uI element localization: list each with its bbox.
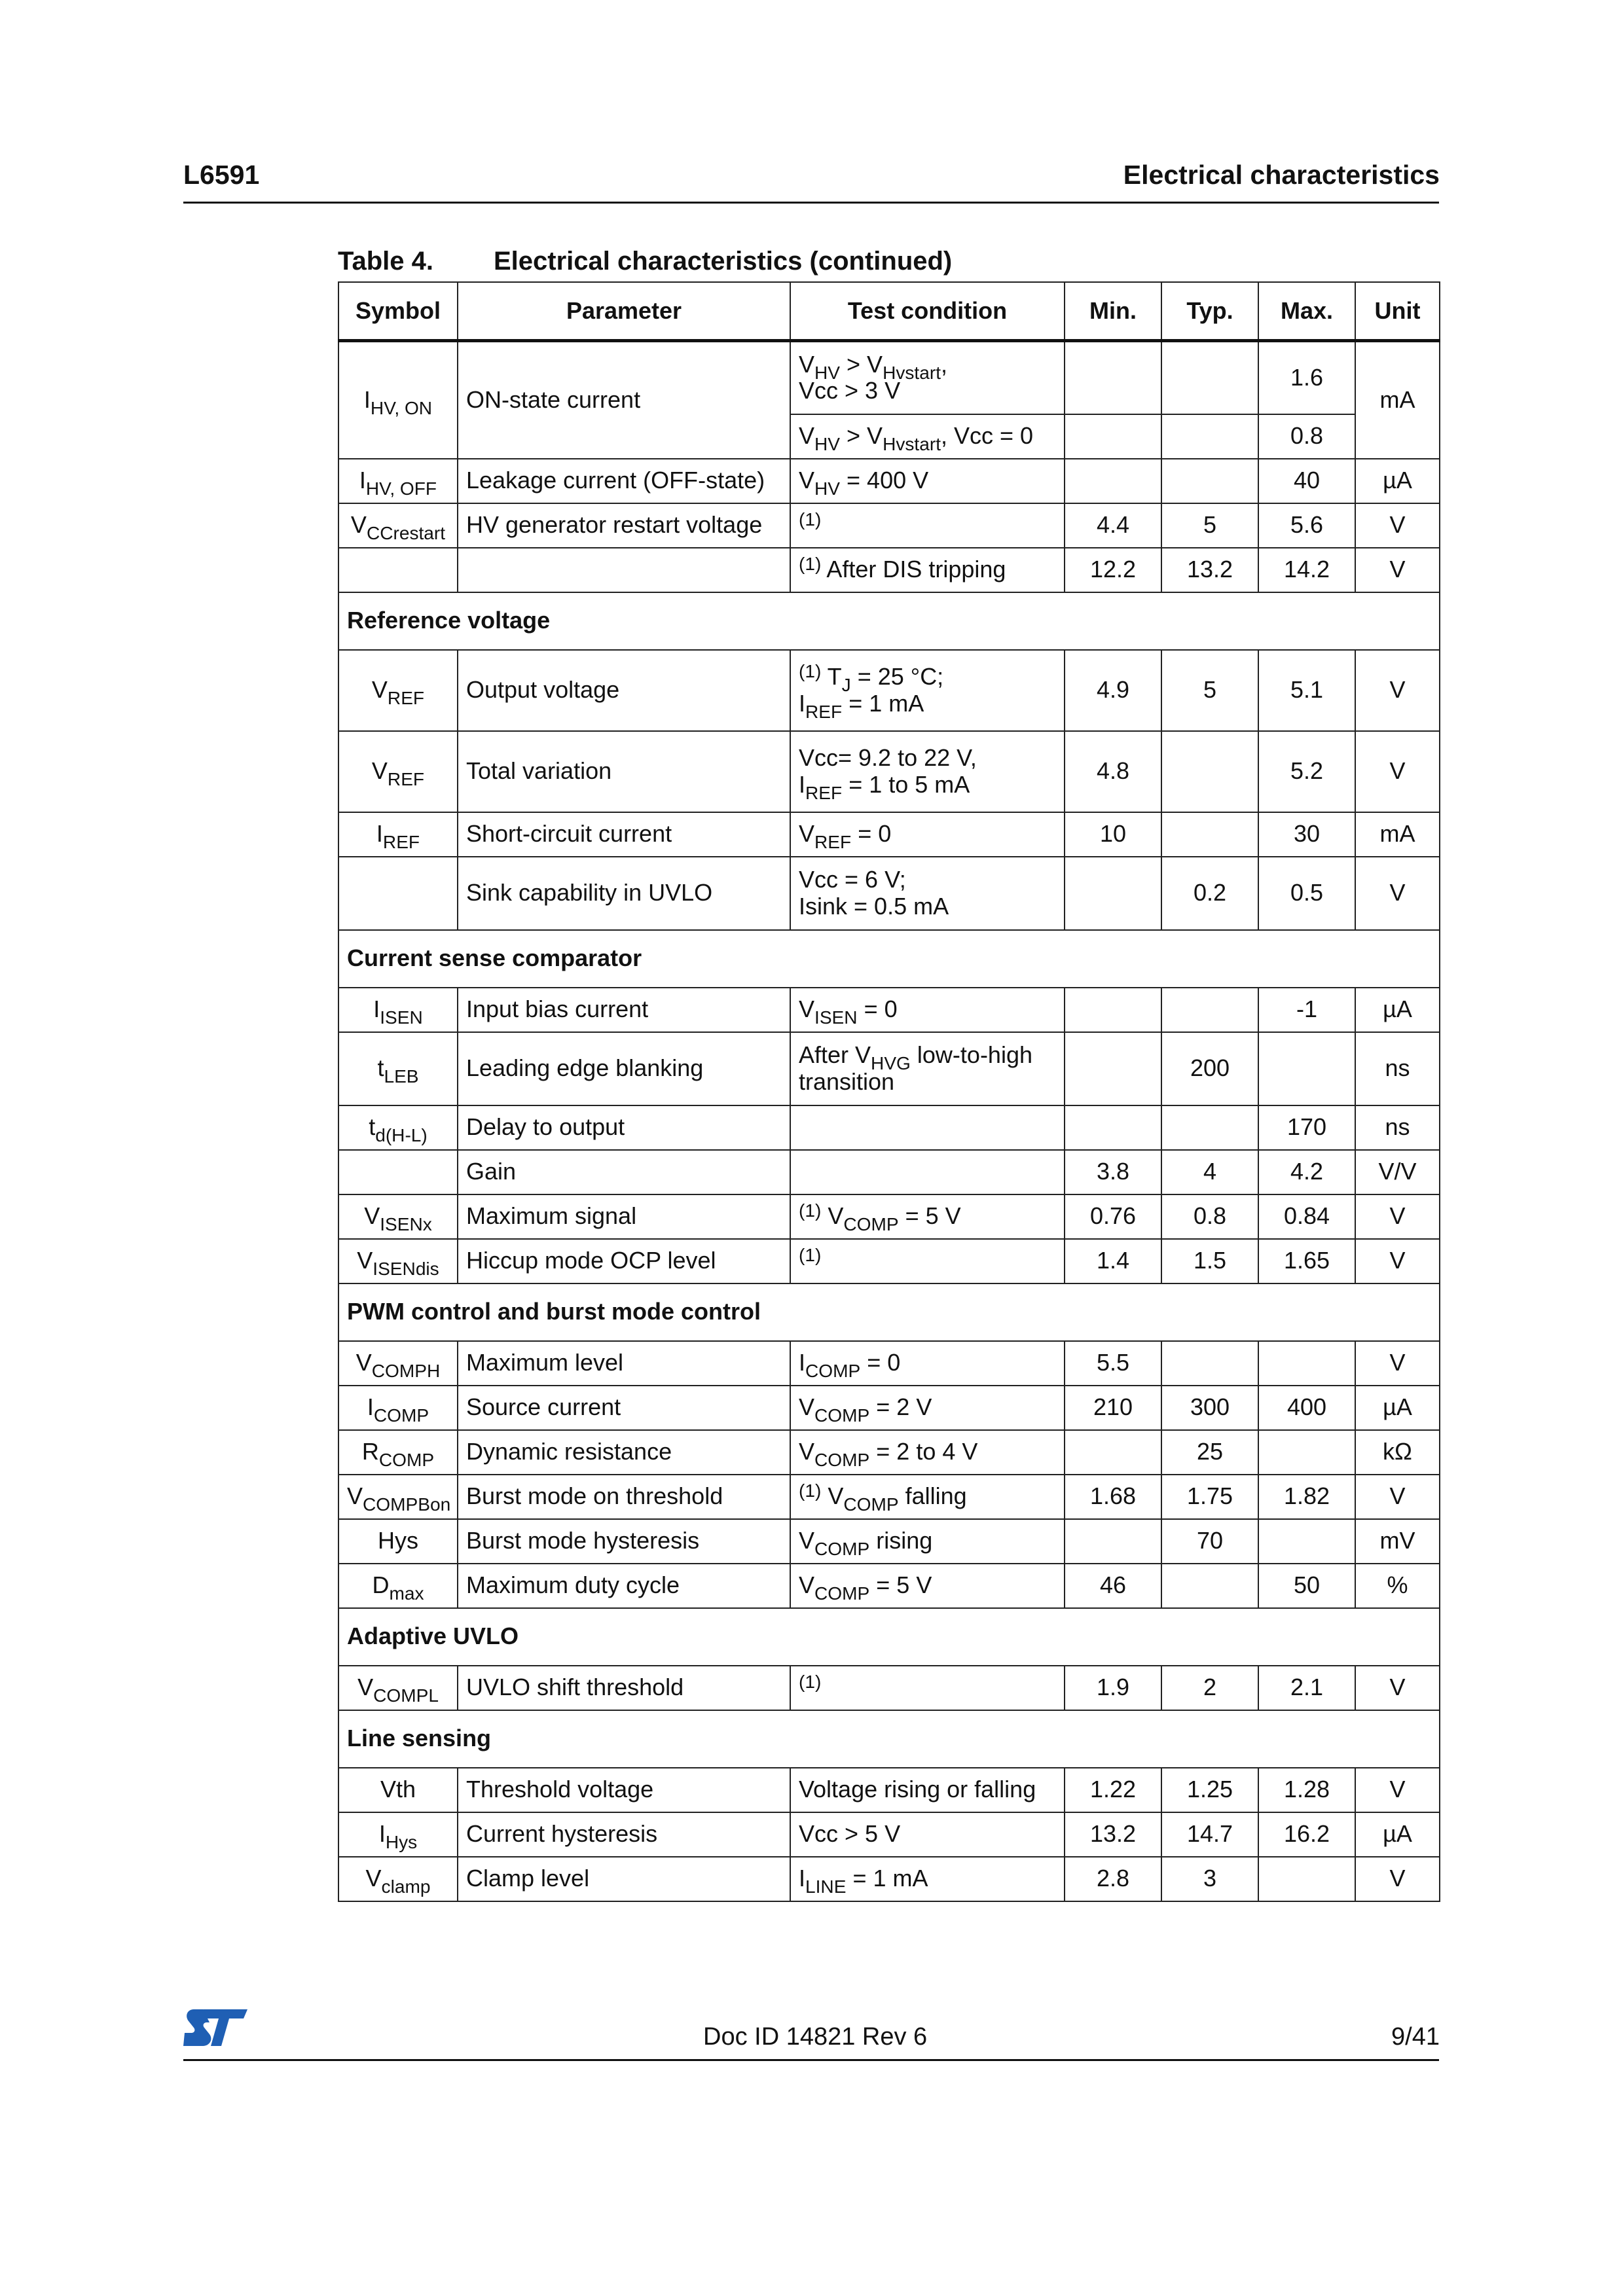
col-unit: Unit	[1355, 282, 1440, 341]
parameter-cell: Leading edge blanking	[458, 1032, 790, 1105]
section-title-current-sense: Current sense comparator	[338, 930, 1440, 988]
test-condition-cell: $^{(1)}$ $T_J = 25$ °C; $I_{REF} = 1$ mA	[790, 650, 1065, 731]
max-cell: 0.84	[1258, 1194, 1355, 1239]
table-row	[338, 1150, 1440, 1194]
test-condition-cell: $^{(1)}$ $V_{COMP}$ falling	[790, 1475, 1065, 1519]
typ-cell	[1161, 459, 1258, 503]
unit-cell: mA	[1355, 341, 1440, 459]
min-cell: 1.68	[1065, 1475, 1161, 1519]
test-condition-cell	[790, 1105, 1065, 1150]
symbol-cell: Vth	[338, 1768, 458, 1812]
symbol-cell: $R_{COMP}$	[338, 1430, 458, 1475]
table-row	[338, 812, 1440, 857]
table-row	[338, 1519, 1440, 1564]
min-cell: 3.8	[1065, 1150, 1161, 1194]
min-cell	[1065, 1519, 1161, 1564]
table-row	[338, 650, 1440, 731]
unit-cell: V	[1355, 1857, 1440, 1901]
typ-cell	[1161, 1105, 1258, 1150]
section-title-line-sensing: Line sensing	[338, 1710, 1440, 1768]
typ-cell: 1.25	[1161, 1768, 1258, 1812]
header-part-number: L6591	[183, 160, 260, 190]
unit-cell: V	[1355, 650, 1440, 731]
min-cell	[1065, 1430, 1161, 1475]
test-condition-cell: (1)	[790, 1239, 1065, 1283]
parameter-cell: UVLO shift threshold	[458, 1666, 790, 1710]
col-typ: Typ.	[1161, 282, 1258, 341]
test-condition-cell: $V_{ISEN} = 0$	[790, 988, 1065, 1032]
parameter-cell: Hiccup mode OCP level	[458, 1239, 790, 1283]
max-cell: 14.2	[1258, 548, 1355, 592]
min-cell	[1065, 988, 1161, 1032]
max-cell: 170	[1258, 1105, 1355, 1150]
parameter-cell: Current hysteresis	[458, 1812, 790, 1857]
max-cell	[1258, 1341, 1355, 1386]
min-cell: 13.2	[1065, 1812, 1161, 1857]
col-symbol: Symbol	[338, 282, 458, 341]
symbol-cell: $I_{COMP}$	[338, 1386, 458, 1430]
typ-cell: 70	[1161, 1519, 1258, 1564]
test-condition-cell: $V_{REF} = 0$	[790, 812, 1065, 857]
symbol-cell: $V_{COMPL}$	[338, 1666, 458, 1710]
symbol-cell	[338, 857, 458, 930]
min-cell: 12.2	[1065, 548, 1161, 592]
test-condition-cell: After $V_{HVG}$ low-to-high transition	[790, 1032, 1065, 1105]
table-row	[338, 1475, 1440, 1519]
unit-cell: ns	[1355, 1105, 1440, 1150]
test-condition-cell	[790, 1150, 1065, 1194]
symbol-cell: $D_{max}$	[338, 1564, 458, 1608]
max-cell: 0.8	[1258, 414, 1355, 459]
max-cell	[1258, 1519, 1355, 1564]
typ-cell	[1161, 1564, 1258, 1608]
symbol-cell: $I_{ISEN}$	[338, 988, 458, 1032]
symbol-cell: $V_{CCrestart}$	[338, 503, 458, 548]
symbol-cell	[338, 1150, 458, 1194]
max-cell: 400	[1258, 1386, 1355, 1430]
symbol-cell: $t_{d(H-L)}$	[338, 1105, 458, 1150]
parameter-cell: Burst mode hysteresis	[458, 1519, 790, 1564]
section-row	[338, 592, 1440, 650]
test-condition-cell: $V_{HV} > V_{Hvstart}$, Vcc = 0	[790, 414, 1065, 459]
parameter-cell: Input bias current	[458, 988, 790, 1032]
unit-cell: µA	[1355, 1812, 1440, 1857]
test-condition-cell: (1)	[790, 1666, 1065, 1710]
test-condition-cell: $V_{COMP} = 2$ V	[790, 1386, 1065, 1430]
symbol-cell: $V_{COMPH}$	[338, 1341, 458, 1386]
test-condition-cell: $I_{LINE} = 1$ mA	[790, 1857, 1065, 1901]
table-row	[338, 1105, 1440, 1150]
section-title-adaptive-uvlo: Adaptive UVLO	[338, 1608, 1440, 1666]
max-cell: 1.6	[1258, 341, 1355, 414]
typ-cell	[1161, 812, 1258, 857]
min-cell	[1065, 857, 1161, 930]
test-condition-cell: Vcc = 6 V; Isink = 0.5 mA	[790, 857, 1065, 930]
table-number: Table 4.	[338, 247, 433, 276]
unit-cell: V	[1355, 1475, 1440, 1519]
typ-cell	[1161, 988, 1258, 1032]
unit-cell: mV	[1355, 1519, 1440, 1564]
typ-cell: 1.75	[1161, 1475, 1258, 1519]
min-cell: 5.5	[1065, 1341, 1161, 1386]
min-cell: 2.8	[1065, 1857, 1161, 1901]
unit-cell: V	[1355, 1768, 1440, 1812]
max-cell: 30	[1258, 812, 1355, 857]
parameter-cell: Maximum duty cycle	[458, 1564, 790, 1608]
max-cell: 5.2	[1258, 731, 1355, 812]
test-condition-cell: Vcc= 9.2 to 22 V, $I_{REF} = 1$ to 5 mA	[790, 731, 1065, 812]
min-cell: 46	[1065, 1564, 1161, 1608]
typ-cell: 25	[1161, 1430, 1258, 1475]
unit-cell: mA	[1355, 812, 1440, 857]
parameter-cell: Maximum level	[458, 1341, 790, 1386]
max-cell	[1258, 1032, 1355, 1105]
parameter-cell: Leakage current (OFF-state)	[458, 459, 790, 503]
section-title-pwm-control: PWM control and burst mode control	[338, 1283, 1440, 1341]
table-row	[338, 1194, 1440, 1239]
parameter-cell: ON-state current	[458, 341, 790, 459]
unit-cell: V	[1355, 1666, 1440, 1710]
max-cell: 40	[1258, 459, 1355, 503]
parameter-cell: Sink capability in UVLO	[458, 857, 790, 930]
electrical-characteristics-table	[338, 281, 1440, 1902]
max-cell: 5.1	[1258, 650, 1355, 731]
unit-cell: V	[1355, 503, 1440, 548]
parameter-cell: Maximum signal	[458, 1194, 790, 1239]
table-row	[338, 1857, 1440, 1901]
col-max: Max.	[1258, 282, 1355, 341]
table-row	[338, 1032, 1440, 1105]
typ-cell	[1161, 341, 1258, 414]
table-row	[338, 1239, 1440, 1283]
max-cell: 5.6	[1258, 503, 1355, 548]
max-cell: 50	[1258, 1564, 1355, 1608]
unit-cell: V/V	[1355, 1150, 1440, 1194]
header-rule	[183, 202, 1439, 204]
min-cell	[1065, 459, 1161, 503]
test-condition-cell: $V_{COMP} = 5$ V	[790, 1564, 1065, 1608]
min-cell: 1.9	[1065, 1666, 1161, 1710]
symbol-cell: $t_{LEB}$	[338, 1032, 458, 1105]
typ-cell: 200	[1161, 1032, 1258, 1105]
parameter-cell: Dynamic resistance	[458, 1430, 790, 1475]
symbol-cell	[338, 548, 458, 592]
table-row	[338, 1768, 1440, 1812]
table-row	[338, 988, 1440, 1032]
unit-cell: %	[1355, 1564, 1440, 1608]
symbol-cell: $V_{ISENdis}$	[338, 1239, 458, 1283]
typ-cell: 300	[1161, 1386, 1258, 1430]
table-row	[338, 857, 1440, 930]
min-cell	[1065, 1032, 1161, 1105]
typ-cell: 0.2	[1161, 857, 1258, 930]
min-cell	[1065, 1105, 1161, 1150]
max-cell	[1258, 1857, 1355, 1901]
table-row	[338, 1564, 1440, 1608]
table-header-row	[338, 282, 1440, 341]
st-logo-icon	[183, 2007, 249, 2049]
test-condition-cell: $^{(1)}$ After DIS tripping	[790, 548, 1065, 592]
min-cell: 1.22	[1065, 1768, 1161, 1812]
min-cell: 210	[1065, 1386, 1161, 1430]
unit-cell: µA	[1355, 1386, 1440, 1430]
unit-cell: µA	[1355, 988, 1440, 1032]
max-cell: 16.2	[1258, 1812, 1355, 1857]
min-cell	[1065, 414, 1161, 459]
symbol-cell: Hys	[338, 1519, 458, 1564]
section-row	[338, 1608, 1440, 1666]
typ-cell	[1161, 414, 1258, 459]
unit-cell: V	[1355, 857, 1440, 930]
min-cell: 1.4	[1065, 1239, 1161, 1283]
symbol-cell: $I_{HV, ON}$	[338, 341, 458, 459]
test-condition-cell: $V_{HV} = 400$ V	[790, 459, 1065, 503]
max-cell: 1.65	[1258, 1239, 1355, 1283]
typ-cell: 0.8	[1161, 1194, 1258, 1239]
typ-cell: 14.7	[1161, 1812, 1258, 1857]
parameter-cell: Output voltage	[458, 650, 790, 731]
unit-cell: V	[1355, 1239, 1440, 1283]
symbol-cell: $V_{REF}$	[338, 731, 458, 812]
table-row	[338, 1812, 1440, 1857]
parameter-cell: Burst mode on threshold	[458, 1475, 790, 1519]
test-condition-cell: Voltage rising or falling	[790, 1768, 1065, 1812]
min-cell: 4.8	[1065, 731, 1161, 812]
table-row	[338, 1341, 1440, 1386]
test-condition-cell: $^{(1)}$ $V_{COMP} = 5$ V	[790, 1194, 1065, 1239]
test-condition-cell: $I_{COMP} = 0$	[790, 1341, 1065, 1386]
typ-cell	[1161, 1341, 1258, 1386]
typ-cell: 13.2	[1161, 548, 1258, 592]
table-title: Electrical characteristics (continued)	[494, 247, 953, 276]
max-cell	[1258, 1430, 1355, 1475]
symbol-cell: $V_{clamp}$	[338, 1857, 458, 1901]
typ-cell: 3	[1161, 1857, 1258, 1901]
typ-cell: 1.5	[1161, 1239, 1258, 1283]
max-cell: 0.5	[1258, 857, 1355, 930]
section-row	[338, 930, 1440, 988]
section-title-reference-voltage: Reference voltage	[338, 592, 1440, 650]
table-row	[338, 459, 1440, 503]
symbol-cell: $I_{REF}$	[338, 812, 458, 857]
col-parameter: Parameter	[458, 282, 790, 341]
typ-cell: 5	[1161, 650, 1258, 731]
symbol-cell: $V_{COMPBon}$	[338, 1475, 458, 1519]
unit-cell: V	[1355, 1341, 1440, 1386]
unit-cell: V	[1355, 548, 1440, 592]
typ-cell: 2	[1161, 1666, 1258, 1710]
footer-rule	[183, 2059, 1439, 2061]
table-caption	[338, 247, 952, 276]
table-row	[338, 1386, 1440, 1430]
section-row	[338, 1710, 1440, 1768]
col-test-condition: Test condition	[790, 282, 1065, 341]
table-row	[338, 731, 1440, 812]
unit-cell: µA	[1355, 459, 1440, 503]
parameter-cell: Short-circuit current	[458, 812, 790, 857]
test-condition-cell: $V_{HV} > V_{Hvstart}$, Vcc > 3 V	[790, 341, 1065, 414]
table-row	[338, 341, 1440, 414]
parameter-cell: Source current	[458, 1386, 790, 1430]
parameter-cell: HV generator restart voltage	[458, 503, 790, 548]
max-cell: -1	[1258, 988, 1355, 1032]
max-cell: 4.2	[1258, 1150, 1355, 1194]
section-row	[338, 1283, 1440, 1341]
min-cell: 4.9	[1065, 650, 1161, 731]
max-cell: 1.28	[1258, 1768, 1355, 1812]
symbol-cell: $I_{HV, OFF}$	[338, 459, 458, 503]
parameter-cell: Total variation	[458, 731, 790, 812]
typ-cell: 4	[1161, 1150, 1258, 1194]
footer-doc-id: Doc ID 14821 Rev 6	[703, 2023, 928, 2051]
unit-cell: kΩ	[1355, 1430, 1440, 1475]
min-cell: 10	[1065, 812, 1161, 857]
parameter-cell: Delay to output	[458, 1105, 790, 1150]
parameter-cell	[458, 548, 790, 592]
max-cell: 1.82	[1258, 1475, 1355, 1519]
symbol-cell: $V_{REF}$	[338, 650, 458, 731]
test-condition-cell: $V_{COMP} = 2$ to 4 V	[790, 1430, 1065, 1475]
table-row	[338, 1430, 1440, 1475]
table-row	[338, 548, 1440, 592]
parameter-cell: Gain	[458, 1150, 790, 1194]
unit-cell: V	[1355, 731, 1440, 812]
typ-cell: 5	[1161, 503, 1258, 548]
symbol-cell: $I_{Hys}$	[338, 1812, 458, 1857]
header-section-title: Electrical characteristics	[1123, 160, 1440, 190]
test-condition-cell: $V_{COMP}$ rising	[790, 1519, 1065, 1564]
unit-cell: V	[1355, 1194, 1440, 1239]
symbol-cell: $V_{ISENx}$	[338, 1194, 458, 1239]
min-cell: 0.76	[1065, 1194, 1161, 1239]
parameter-cell: Threshold voltage	[458, 1768, 790, 1812]
table-row	[338, 503, 1440, 548]
table-row	[338, 1666, 1440, 1710]
max-cell: 2.1	[1258, 1666, 1355, 1710]
footer-page-number: 9/41	[1391, 2023, 1440, 2051]
unit-cell: ns	[1355, 1032, 1440, 1105]
col-min: Min.	[1065, 282, 1161, 341]
typ-cell	[1161, 731, 1258, 812]
parameter-cell: Clamp level	[458, 1857, 790, 1901]
test-condition-cell: (1)	[790, 503, 1065, 548]
min-cell: 4.4	[1065, 503, 1161, 548]
test-condition-cell: Vcc > 5 V	[790, 1812, 1065, 1857]
min-cell	[1065, 341, 1161, 414]
